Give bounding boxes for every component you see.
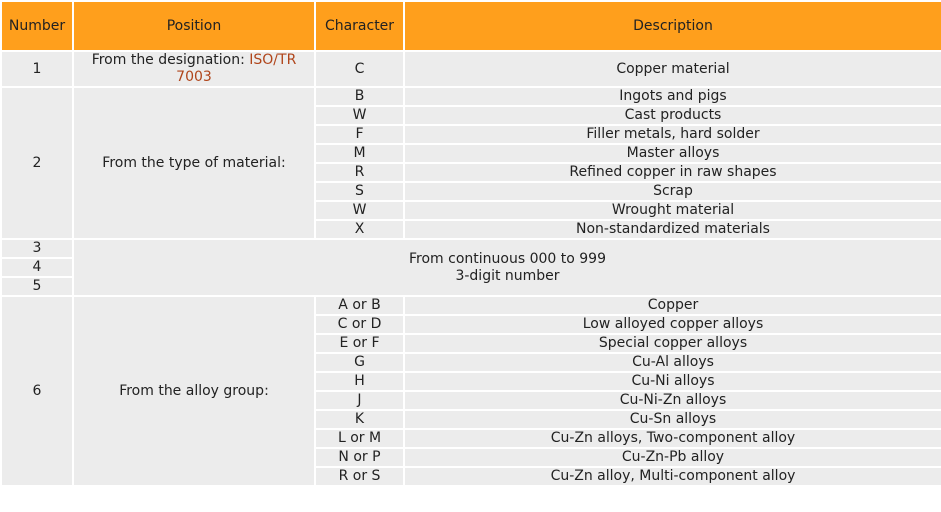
position-text: From the designation: [91, 52, 250, 68]
iso-tr-7003-link[interactable]: ISO/TR 7003 [176, 52, 297, 85]
description-cell: Cu-Zn alloys, Two-component alloy [404, 429, 941, 448]
description-cell: Non-standardized materials [404, 220, 941, 239]
character-cell: H [315, 372, 404, 391]
header-row [1, 1, 941, 51]
number-cell: 2 [1, 87, 73, 239]
table-row [1, 239, 941, 258]
serial-range-text: From continuous 000 to 999 [409, 250, 606, 267]
character-cell: G [315, 353, 404, 372]
character-cell: K [315, 410, 404, 429]
description-cell: Filler metals, hard solder [404, 125, 941, 144]
description-cell: Copper [404, 296, 941, 315]
character-cell: L or M [315, 429, 404, 448]
description-cell: Master alloys [404, 144, 941, 163]
number-cell: 4 [1, 258, 73, 277]
description-cell: Copper material [404, 51, 941, 87]
header-number: Number [1, 1, 73, 51]
description-cell: Cu-Ni alloys [404, 372, 941, 391]
character-cell: F [315, 125, 404, 144]
number-cell: 5 [1, 277, 73, 296]
serial-digits-text: 3-digit number [455, 267, 560, 284]
description-cell: Cu-Sn alloys [404, 410, 941, 429]
character-cell: W [315, 106, 404, 125]
number-cell: 3 [1, 239, 73, 258]
description-cell: Cu-Al alloys [404, 353, 941, 372]
character-cell: X [315, 220, 404, 239]
character-cell: R [315, 163, 404, 182]
description-cell: Cu-Ni-Zn alloys [404, 391, 941, 410]
character-cell: M [315, 144, 404, 163]
description-cell: Cast products [404, 106, 941, 125]
character-cell: N or P [315, 448, 404, 467]
header-description: Description [404, 1, 941, 51]
table-row [1, 296, 941, 315]
character-cell: B [315, 87, 404, 106]
character-cell: A or B [315, 296, 404, 315]
table-row [1, 87, 941, 106]
header-character: Character [315, 1, 404, 51]
description-cell: Ingots and pigs [404, 87, 941, 106]
position-cell [73, 51, 315, 87]
character-cell: W [315, 201, 404, 220]
number-cell: 6 [1, 296, 73, 486]
character-cell: S [315, 182, 404, 201]
description-cell: Special copper alloys [404, 334, 941, 353]
description-cell: Low alloyed copper alloys [404, 315, 941, 334]
character-cell: C or D [315, 315, 404, 334]
description-cell: Cu-Zn-Pb alloy [404, 448, 941, 467]
header-position: Position [73, 1, 315, 51]
character-cell: E or F [315, 334, 404, 353]
description-cell: Cu-Zn alloy, Multi-component alloy [404, 467, 941, 486]
serial-number-cell [73, 239, 941, 296]
description-cell: Wrought material [404, 201, 941, 220]
character-cell: J [315, 391, 404, 410]
character-cell: C [315, 51, 404, 87]
table-row [1, 51, 941, 87]
character-cell: R or S [315, 467, 404, 486]
position-cell: From the type of material: [73, 87, 315, 239]
position-cell: From the alloy group: [73, 296, 315, 486]
description-cell: Refined copper in raw shapes [404, 163, 941, 182]
description-cell: Scrap [404, 182, 941, 201]
number-cell: 1 [1, 51, 73, 87]
